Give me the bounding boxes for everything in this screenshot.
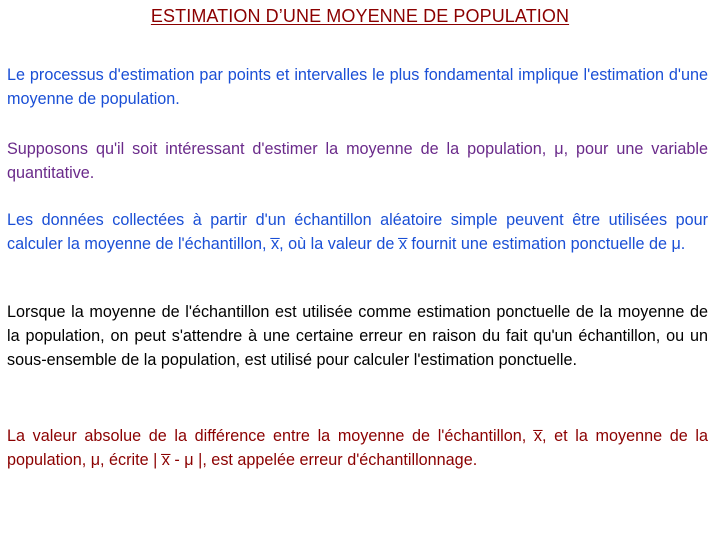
paragraph-point-interval-estimation: Le processus d'estimation par points et intervalles le plus fondamental implique l'estimation d'une moyenne de population. [7, 66, 708, 108]
paragraph-sampling-error: La valeur absolue de la différence entre la moyenne de l'échantillon, x̅, et la moyenne de la population, μ, écrite | x̅ - μ |, est appelée erreur d'échantillonnage. [7, 427, 708, 469]
paragraph-sample-mean: Les données collectées à partir d'un échantillon aléatoire simple peuvent être utilisées pour calculer la moyenne de l'échantillon, x̅, où la valeur de x̅ fournit une estimation ponctuelle de μ. [7, 211, 708, 253]
paragraph-estimation-error: Lorsque la moyenne de l'échantillon est utilisée comme estimation ponctuelle de la moyenne de la population, on peut s'attendre à une certaine erreur en raison du fait qu'un échantillon, ou un sous-ensemble de la population, est utilisé pour calculer l'estimation ponctuelle. [7, 303, 708, 369]
slide-title: ESTIMATION D’UNE MOYENNE DE POPULATION [150, 6, 570, 26]
paragraph-population-mean: Supposons qu'il soit intéressant d'estimer la moyenne de la population, μ, pour une variable quantitative. [7, 140, 708, 182]
